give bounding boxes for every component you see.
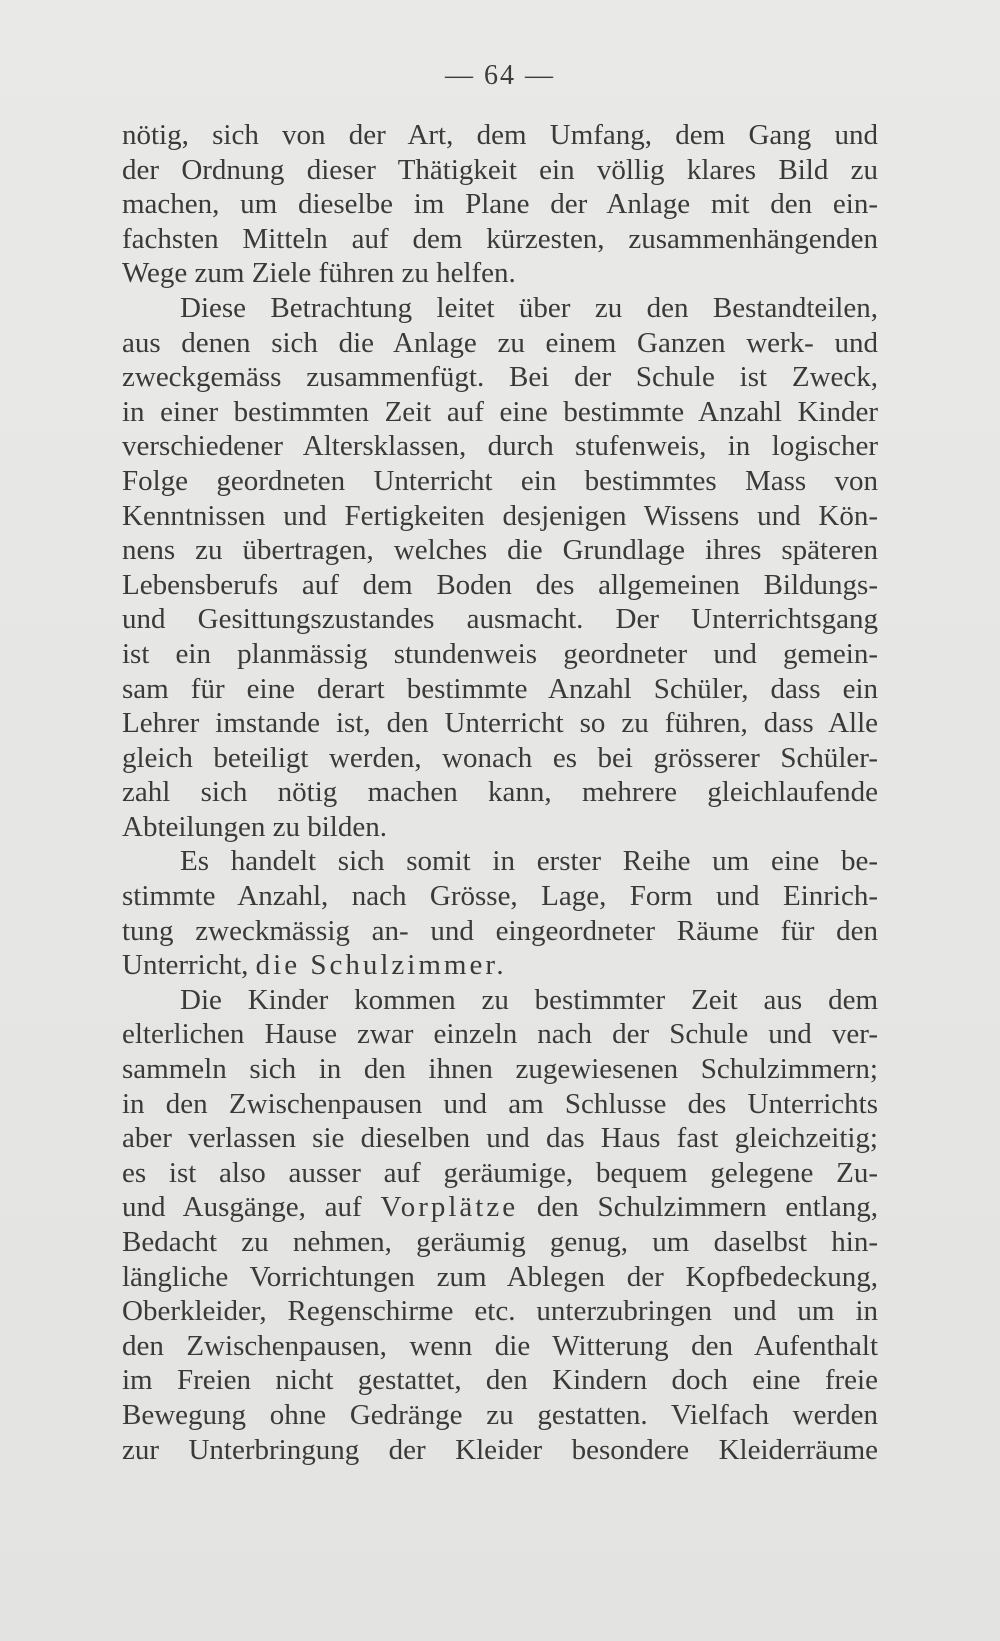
text-line: längliche Vorrichtungen zum Ablegen der Kopfbedeckung, <box>122 1260 878 1293</box>
text-line: im Freien nicht gestattet, den Kindern doch eine freie <box>122 1364 878 1397</box>
emphasized-term: die Schulzimmer. <box>255 949 507 982</box>
page-number: — 64 — <box>445 60 555 91</box>
text-line: Abteilungen zu bilden. <box>122 810 387 843</box>
text-line: zweckgemäss zusammenfügt. Bei der Schule ist Zweck, <box>122 361 878 394</box>
text-line: Lebensberufs auf dem Boden des allgemeinen Bildungs- <box>122 568 878 601</box>
text-line: gleich beteiligt werden, wonach es bei grösserer Schüler- <box>122 741 878 774</box>
text-line: verschiedener Altersklassen, durch stufenweis, in logischer <box>122 430 878 463</box>
text-line: zur Unterbringung der Kleider besondere Kleiderräume <box>122 1433 878 1466</box>
text-line: Folge geordneten Unterricht ein bestimmtes Mass von <box>122 464 878 497</box>
text-line: machen, um dieselbe im Plane der Anlage mit den ein- <box>122 188 878 221</box>
text-line: Lehrer imstande ist, den Unterricht so zu führen, dass Alle <box>122 707 878 740</box>
body-text <box>122 118 878 1467</box>
text-line: nens zu übertragen, welches die Grundlage ihres späteren <box>122 534 878 567</box>
emphasized-term: Vorplätze <box>380 1191 519 1224</box>
text-line: Die Kinder kommen zu bestimmter Zeit aus dem <box>180 983 878 1016</box>
text-line: sam für eine derart bestimmte Anzahl Schüler, dass ein <box>122 672 878 705</box>
text-line <box>122 1190 878 1225</box>
text-line: Kenntnissen und Fertigkeiten desjenigen Wissens und Kön- <box>122 499 878 532</box>
text-line: aus denen sich die Anlage zu einem Ganzen werk- und <box>122 326 878 359</box>
text-line: Diese Betrachtung leitet über zu den Bestandteilen, <box>180 291 878 324</box>
text-line: nötig, sich von der Art, dem Umfang, dem Gang und <box>122 119 878 151</box>
paragraph-2 <box>122 291 878 845</box>
text-line: Es handelt sich somit in erster Reihe um eine be- <box>180 845 878 878</box>
text-run: den Schulzimmern entlang, <box>518 1191 879 1224</box>
text-line: fachsten Mitteln auf dem kürzesten, zusammenhängenden <box>122 222 878 255</box>
text-line: elterlichen Hause zwar einzeln nach der Schule und ver- <box>122 1018 878 1051</box>
text-line: der Ordnung dieser Thätigkeit ein völlig klares Bild zu <box>122 153 878 186</box>
text-line: ist ein planmässig stundenweis geordneter und gemein- <box>122 637 878 670</box>
text-line: stimmte Anzahl, nach Grösse, Lage, Form und Einrich- <box>122 880 878 913</box>
text-line: aber verlassen sie dieselben und das Haus fast gleichzeitig; <box>122 1122 878 1155</box>
paragraph-4 <box>122 983 878 1467</box>
text-line: Bewegung ohne Gedränge zu gestatten. Vielfach werden <box>122 1398 878 1431</box>
paragraph-1 <box>122 118 878 291</box>
text-line: und Gesittungszustandes ausmacht. Der Unterrichtsgang <box>122 603 878 636</box>
text-line: den Zwischenpausen, wenn die Witterung den Aufenthalt <box>122 1329 878 1362</box>
text-line: in einer bestimmten Zeit auf eine bestimmte Anzahl Kinder <box>122 395 878 428</box>
paragraph-3 <box>122 844 878 982</box>
text-line: Wege zum Ziele führen zu helfen. <box>122 257 516 290</box>
text-line: tung zweckmässig an- und eingeordneter Räume für den <box>122 914 878 947</box>
text-line: in den Zwischenpausen und am Schlusse des Unterrichts <box>122 1087 878 1120</box>
text-line: Bedacht zu nehmen, geräumig genug, um daselbst hin- <box>122 1226 878 1258</box>
text-run: Unterricht, <box>122 949 256 982</box>
text-line: zahl sich nötig machen kann, mehrere gleichlaufende <box>122 776 878 809</box>
text-run: und Ausgänge, auf <box>122 1191 381 1224</box>
text-line: sammeln sich in den ihnen zugewiesenen Schulzimmern; <box>122 1053 878 1086</box>
text-line: Oberkleider, Regenschirme etc. unterzubringen und um in <box>122 1295 878 1328</box>
text-line <box>122 948 878 983</box>
text-line: es ist also ausser auf geräumige, bequem gelegene Zu- <box>122 1156 878 1189</box>
